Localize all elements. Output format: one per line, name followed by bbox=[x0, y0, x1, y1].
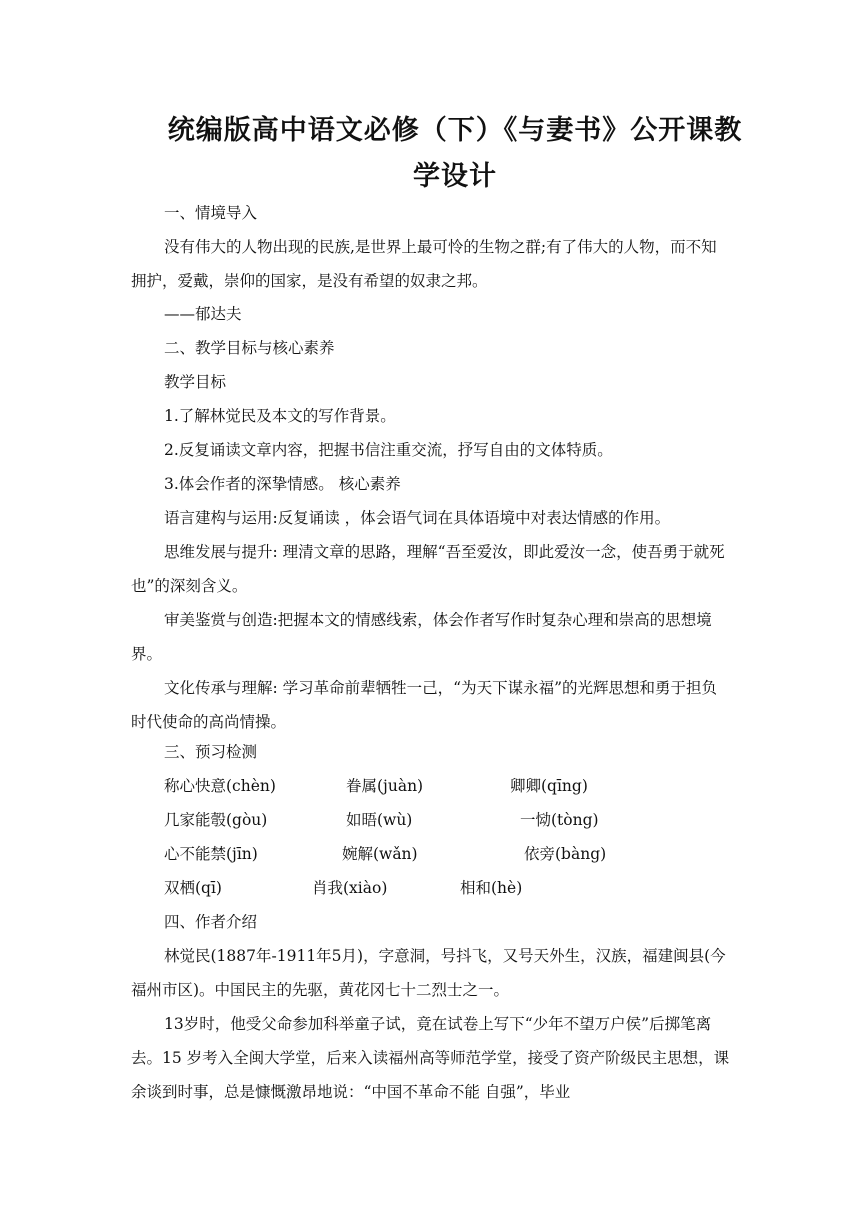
author-bio: 林觉民(1887年-1911年5月)，字意洞，号抖飞，又号天外生，汉族，福建闽县(今福州市区)。中国民主的先驱，黄花冈七十二烈士之一。 bbox=[131, 947, 726, 999]
literacy-aesthetics: 审美鉴赏与创造:把握本文的情感线索，体会作者写作时复杂心理和崇高的思想境界。 bbox=[131, 611, 712, 663]
pinyin-item: 婉解(wǎn) bbox=[342, 845, 418, 863]
pinyin-item: 卿卿(qīng) bbox=[510, 777, 588, 795]
pinyin-item: 称心快意(chèn) bbox=[164, 777, 276, 795]
section-heading-objectives: 二、教学目标与核心素养 bbox=[164, 339, 335, 357]
document-title: 统编版高中语文必修（下）《与妻书》公开课教学设计 bbox=[167, 115, 743, 192]
literacy-culture: 文化传承与理解: 学习革命前辈牺牲一己，“为天下谋永福”的光辉思想和勇于担负时代使命的高尚情操。 bbox=[131, 679, 717, 731]
literacy-language: 语言建构与运用:反复诵读 ，体会语气词在具体语境中对表达情感的作用。 bbox=[164, 509, 671, 527]
opening-quote: 没有伟大的人物出现的民族,是世界上最可怜的生物之群;有了伟大的人物，而不知拥护，爱戴，崇仰的国家，是没有希望的奴隶之邦。 bbox=[131, 238, 717, 290]
objectives-subheading: 教学目标 bbox=[164, 373, 227, 391]
section-heading-intro: 一、情境导入 bbox=[164, 204, 258, 222]
author-youth: 13岁时，他受父命参加科举童子试，竟在试卷上写下“少年不望万户侯”后掷笔离去。15 岁考入全闽大学堂，后来入读福州高等师范学堂，接受了资产阶级民主思想，课余谈到时事，总是慷慨激昂地说：“中国不革命不能 自强”，毕业 bbox=[131, 1015, 730, 1101]
pinyin-item: 相和(hè) bbox=[460, 879, 523, 897]
pinyin-item: 依旁(bàng) bbox=[524, 845, 607, 863]
pinyin-item: 一恸(tòng) bbox=[520, 811, 599, 829]
objective-item: 2.反复诵读文章内容，把握书信注重交流，抒写自由的文体特质。 bbox=[164, 441, 613, 459]
pinyin-item: 如晤(wù) bbox=[346, 811, 413, 829]
pinyin-item: 肖我(xiào) bbox=[312, 879, 388, 897]
literacy-thinking: 思维发展与提升: 理清文章的思路，理解“吾至爱汝，即此爱汝一念，使吾勇于就死也”的深刻含义。 bbox=[131, 543, 725, 595]
objective-item: 1.了解林觉民及本文的写作背景。 bbox=[164, 407, 396, 425]
pinyin-item: 心不能禁(jīn) bbox=[164, 845, 258, 863]
pinyin-item: 眷属(juàn) bbox=[346, 777, 424, 795]
objective-item: 3.体会作者的深挚情感。 核心素养 bbox=[164, 475, 401, 493]
pinyin-item: 几家能彀(gòu) bbox=[164, 811, 268, 829]
section-heading-preview: 三、预习检测 bbox=[164, 743, 258, 761]
section-heading-author: 四、作者介绍 bbox=[164, 913, 258, 931]
quote-author: ——郁达夫 bbox=[164, 305, 242, 323]
pinyin-item: 双栖(qī) bbox=[164, 879, 222, 897]
